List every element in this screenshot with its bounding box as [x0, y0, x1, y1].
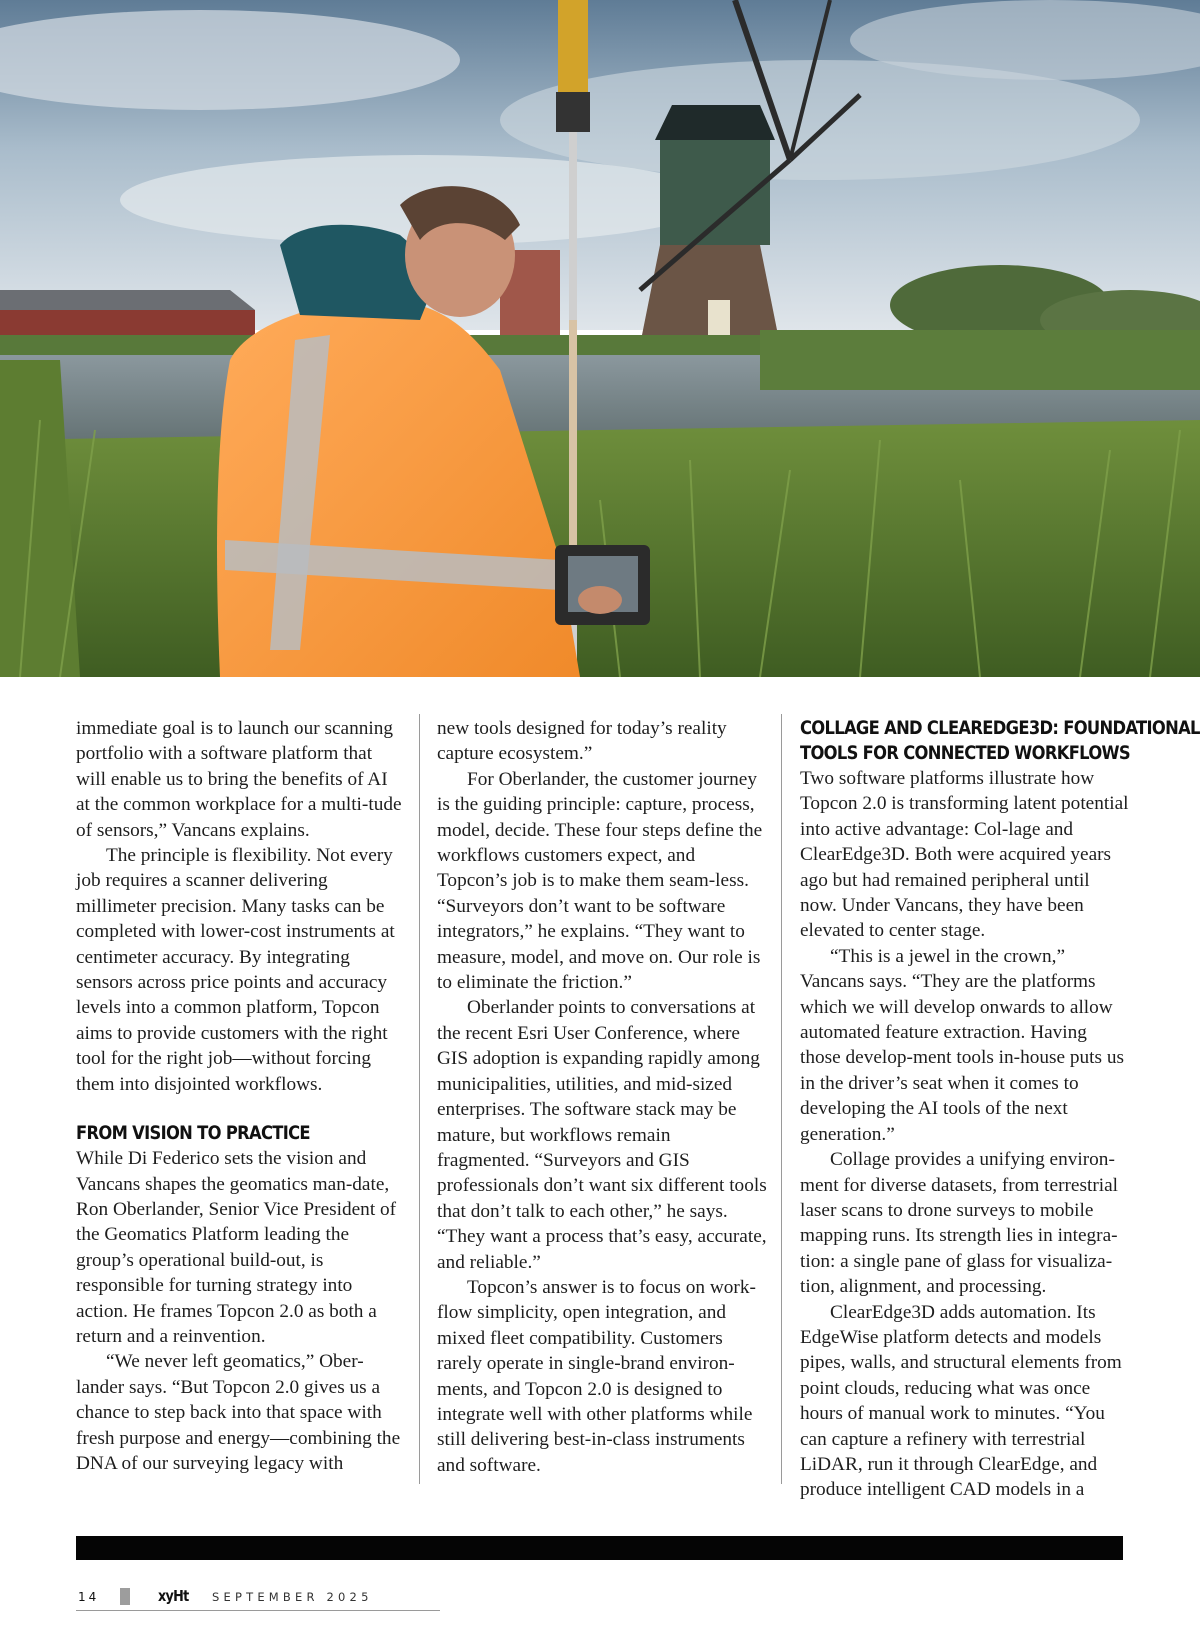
hero-photo	[0, 0, 1200, 677]
paragraph: While Di Federico sets the vision and Vancans shapes the geomatics man-date, Ron Oberlander, Senior Vice President of the Geomatics Platform leading the group’s operational build-out, is responsible for turning strategy into action. He frames Topcon 2.0 as both a return and a reinvention.	[76, 1148, 397, 1347]
paragraph: Oberlander points to conversations at the recent Esri User Conference, where GIS adoption is expanding rapidly among municipalities, utilities, and mid-sized enterprises. The software stack may be mature, but workflows remain fragmented. “Surveyors and GIS professionals don’t want six different tools that don’t talk to each other,” he says. “They want a process that’s easy, accurate, and reliable.”	[437, 997, 767, 1273]
paragraph: “This is a jewel in the crown,” Vancans says. “They are the platforms which we will develop onwards to allow automated feature extraction. Having those develop-ment tools in-house puts us in the driver’s seat when it comes to developing the AI tools of the next generation.”	[800, 945, 1124, 1145]
footer-bar	[76, 1536, 1123, 1560]
paragraph: Collage provides a unifying environ-ment for diverse datasets, from terrestrial laser scans to drone surveys to mobile mapping runs. Its strength lies in integra-tion: a single pane of glass for visualiza-tion, alignment, and processing.	[800, 1149, 1119, 1298]
issue-date: SEPTEMBER 2025	[212, 1590, 373, 1604]
magazine-name: xyHt	[158, 1587, 189, 1605]
paragraph: For Oberlander, the customer journey is the guiding principle: capture, process, model, decide. These four steps define the workflows customers expect, and Topcon’s job is to make them seam-less. “Surveyors don’t want to be software integrators,” he explains. “They want to measure, model, and move on. Our role is to eliminate the friction.”	[437, 768, 763, 994]
column-rule	[419, 714, 420, 1484]
footer-marker	[120, 1588, 130, 1605]
paragraph: Topcon’s answer is to focus on work-flow simplicity, open integration, and mixed fleet compatibility. Customers rarely operate in single-brand environ-ments, and Topcon 2.0 is designed to integrate well with other platforms while still delivering best-in-class instruments and software.	[437, 1276, 756, 1476]
page-footer	[76, 1588, 440, 1611]
article-column-3	[800, 716, 1200, 1503]
article-column-1	[76, 716, 406, 1476]
barn-roof	[0, 290, 255, 310]
surveyor-windmill-photo	[0, 0, 1200, 677]
section-heading-line: TOOLS FOR CONNECTED WORKFLOWS	[800, 742, 1130, 764]
section-heading: FROM VISION TO PRACTICE	[76, 1122, 310, 1145]
paragraph: The principle is flexibility. Not every job requires a scanner delivering millimeter precision. Many tasks can be completed with lower-cost instruments at centimeter accuracy. By integrating sensors across price points and accuracy levels into a common platform, Topcon aims to provide customers with the right tool for the right job—without forcing them into disjointed workflows.	[76, 845, 395, 1095]
paragraph: Two software platforms illustrate how Topcon 2.0 is transforming latent potential into active advantage: Col-lage and ClearEdge3D. Both were acquired years ago but had remained peripheral until now. Under Vancans, they have been elevated to center stage.	[800, 768, 1129, 942]
paragraph: ClearEdge3D adds automation. Its EdgeWise platform detects and models pipes, walls, and structural elements from point clouds, reducing what was once hours of manual work to minutes. “You can capture a refinery with terrestrial LiDAR, run it through ClearEdge, and produce intelligent CAD models in a	[800, 1301, 1122, 1501]
page-number: 14	[78, 1590, 100, 1604]
section-heading	[800, 716, 1200, 766]
paragraph: new tools designed for today’s reality capture ecosystem.”	[437, 718, 727, 765]
article-column-2	[437, 716, 767, 1478]
section-heading-line: COLLAGE AND CLEAREDGE3D: FOUNDATIONAL	[800, 717, 1200, 739]
paragraph: immediate goal is to launch our scanning portfolio with a software platform that will enable us to bring the benefits of AI at the common workplace for a multi-tude of sensors,” Vancans explains.	[76, 718, 402, 841]
paragraph: “We never left geomatics,” Ober-lander says. “But Topcon 2.0 gives us a chance to step back into that space with fresh purpose and energy—combining the DNA of our surveying legacy with	[76, 1351, 401, 1474]
column-rule	[781, 714, 782, 1484]
